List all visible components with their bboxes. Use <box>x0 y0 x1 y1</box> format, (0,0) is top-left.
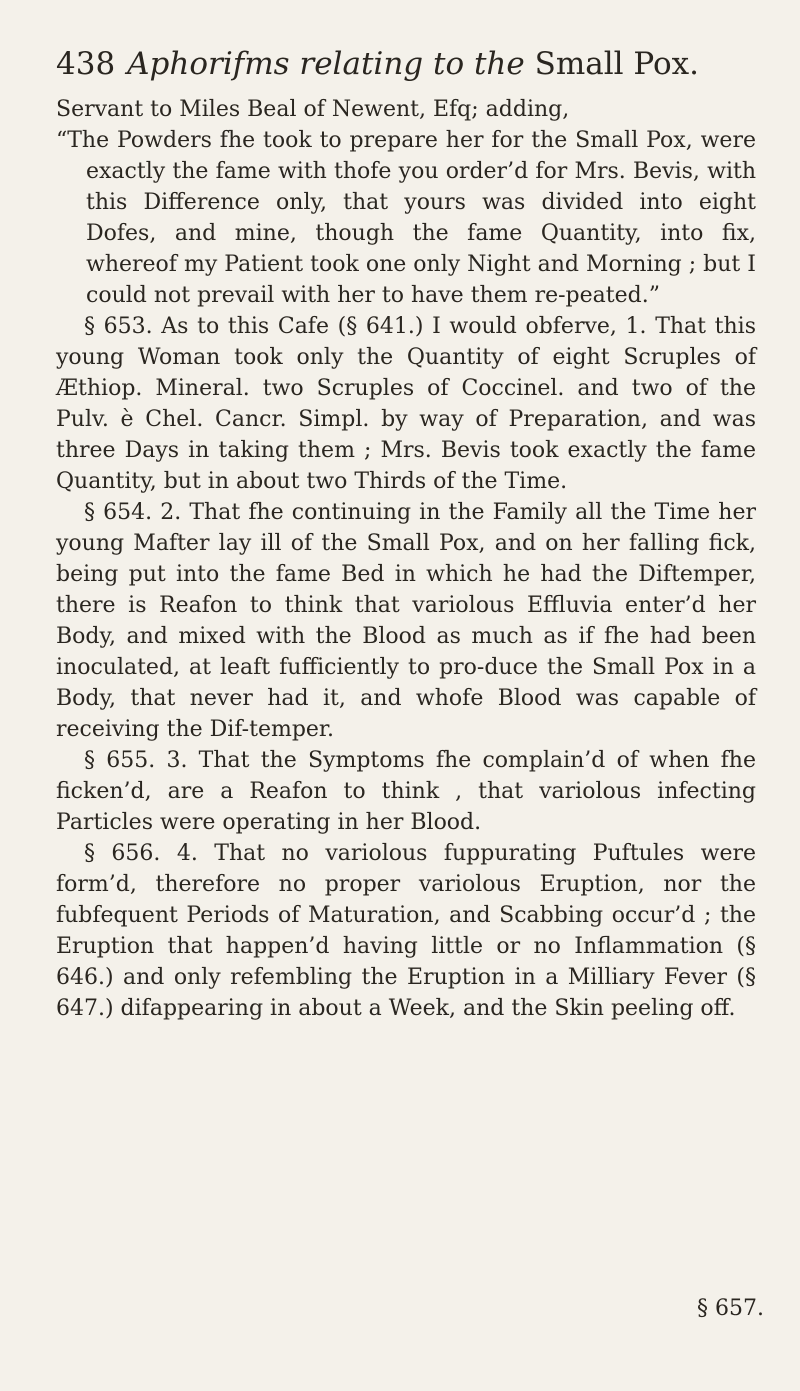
paragraph-quote: “The Powders fhe took to prepare her for the Small Pox, were exactly the fame with thofe you order’d for Mrs. Bevis, with this Difference only, that yours was divided into eight Dofes, and mine, though the fame Quantity, into fix, whereof my Patient took one only Night and Morning ; but I could not prevail with her to have them re-peated.” <box>56 128 756 308</box>
book-page <box>56 44 756 1024</box>
running-title <box>127 44 699 84</box>
body-text <box>56 94 756 1024</box>
running-title-italic: Aphorifms relating to the <box>127 46 525 82</box>
page-number: 438 <box>56 46 116 82</box>
paragraph-section-655: § 655. 3. That the Symptoms fhe complain’d of when fhe ficken’d, are a Reafon to think , that variolous infecting Particles were operating in her Blood. <box>56 748 756 835</box>
paragraph-section-653: § 653. As to this Cafe (§ 641.) I would obferve, 1. That this young Woman took only the Quantity of eight Scruples of Æthiop. Mineral. two Scruples of Coccinel. and two of the Pulv. è Chel. Cancr. Simpl. by way of Preparation, and was three Days in taking them ; Mrs. Bevis took exactly the fame Quantity, but in about two Thirds of the Time. <box>56 314 756 494</box>
paragraph-section-654: § 654. 2. That fhe continuing in the Family all the Time her young Mafter lay ill of the Small Pox, and on her falling fick, being put into the fame Bed in which he had the Diftemper, there is Reafon to think that variolous Effluvia enter’d her Body, and mixed with the Blood as much as if fhe had been inoculated, at leaft fufficiently to pro-duce the Small Pox in a Body, that never had it, and whofe Blood was capable of receiving the Dif-temper. <box>56 500 756 742</box>
paragraph-section-656: § 656. 4. That no variolous fuppurating Puftules were form’d, therefore no proper variolous Eruption, nor the fubfequent Periods of Maturation, and Scabbing occur’d ; the Eruption that happen’d having little or no Inflammation (§ 646.) and only refembling the Eruption in a Milliary Fever (§ 647.) difappearing in about a Week, and the Skin peeling off. <box>56 841 756 1021</box>
running-title-roman: Small Pox. <box>534 46 700 82</box>
paragraph-lead: Servant to Miles Beal of Newent, Efq; adding, <box>56 97 570 122</box>
running-header <box>56 44 756 84</box>
catchword: § 657. <box>697 1296 764 1321</box>
